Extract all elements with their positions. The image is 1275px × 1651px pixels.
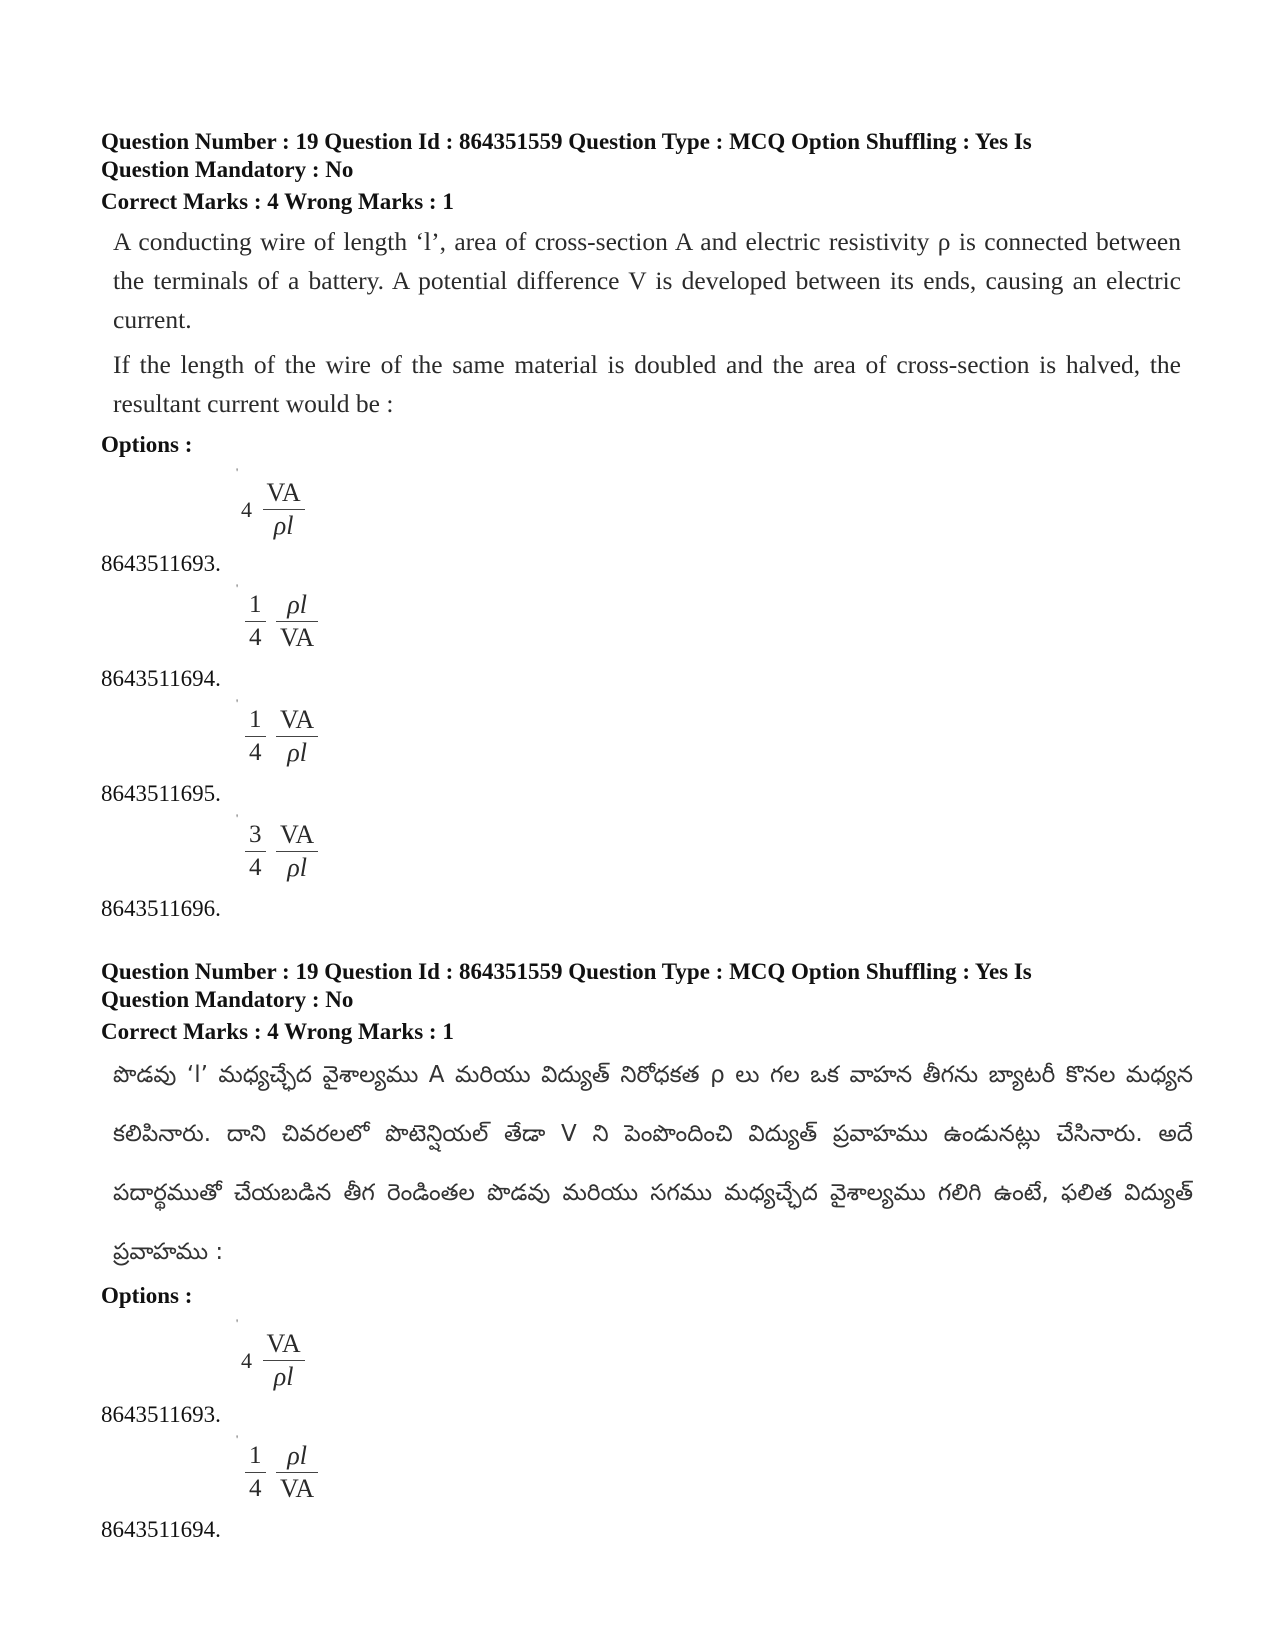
fraction-denominator: VA [280,1474,315,1503]
tick-mark: ' [236,811,239,825]
fraction-numerator: ρl [276,589,318,622]
marks-line: Correct Marks : 4 Wrong Marks : 1 [101,189,454,214]
tick-mark: ' [236,1316,239,1330]
option-id: 8643511696. [101,896,221,921]
fraction-denominator: ρl [287,738,307,767]
formula-coefficient [245,1440,266,1505]
fraction-denominator: VA [280,623,315,652]
option-id: 8643511693. [101,551,221,576]
marks-line: Correct Marks : 4 Wrong Marks : 1 [101,1019,454,1044]
formula-coefficient [245,819,266,884]
formula-coefficient [245,589,266,654]
formula-fraction [263,477,305,542]
fraction-numerator: ρl [276,1440,318,1473]
formula-coefficient: 4 [241,496,252,522]
option-item[interactable] [101,1434,1201,1549]
option-id: 8643511693. [101,1402,221,1427]
fraction-numerator: VA [263,477,305,510]
tick-mark: ' [236,581,239,595]
fraction-denominator: ρl [287,853,307,882]
meta-line-1: Question Number : 19 Question Id : 864351559 Question Type : MCQ Option Shuffling : Yes Is [101,129,1032,154]
tick-mark: ' [236,1432,239,1446]
coefficient-numerator: 1 [245,589,266,622]
options-label: Options : [101,432,193,457]
formula-coefficient [245,704,266,769]
option-formula [241,1328,305,1393]
question-text-telugu: పొడవు ‘l’ మధ్యచ్ఛేద వైశాల్యము A మరియు విద్యుత్ నిరోధకత ρ లు గల ఒక వాహన తీగను బ్యాటరీ కొనల మధ్యన కలిపినారు. దాని చివరలలో పొటెన్షియల్ తేడా V ని పెంపొందించి విద్యుత్ ప్రవాహము ఉండునట్లు చేసినారు. అదే పదార్థముతో చేయబడిన తీగ రెండింతల పొడవు మరియు సగము మధ్యచ్ఛేద వైశాల్యము గలిగి ఉంటే, ఫలిత విద్యుత్ ప్రవాహము : [113,1062,1193,1265]
fraction-denominator: ρl [273,1362,294,1391]
option-item[interactable] [101,698,1201,813]
options-label: Options : [101,1283,193,1308]
option-formula [241,1440,318,1505]
option-formula [241,704,318,769]
coefficient-numerator: 3 [245,819,266,852]
option-id: 8643511694. [101,666,221,691]
option-item[interactable] [101,467,1201,583]
formula-fraction [263,1328,305,1393]
question-meta [101,128,1201,184]
option-item[interactable] [101,813,1201,928]
coefficient-denominator: 4 [249,624,262,651]
coefficient-denominator: 4 [249,1475,262,1502]
question-block-telugu [101,958,1201,1549]
question-text [113,222,1181,423]
question-meta [101,958,1201,1014]
fraction-numerator: VA [276,819,318,852]
meta-line-1: Question Number : 19 Question Id : 864351559 Question Type : MCQ Option Shuffling : Yes Is [101,959,1032,984]
fraction-numerator: VA [276,704,318,737]
coefficient-denominator: 4 [249,739,262,766]
meta-line-2: Question Mandatory : No [101,987,354,1012]
tick-mark: ' [236,696,239,710]
coefficient-numerator: 1 [245,704,266,737]
option-item[interactable] [101,1318,1201,1434]
tick-mark: ' [236,465,239,479]
formula-coefficient: 4 [241,1347,252,1373]
option-id: 8643511695. [101,781,221,806]
formula-fraction [276,704,318,769]
formula-fraction [276,1440,318,1505]
meta-line-2: Question Mandatory : No [101,157,354,182]
fraction-numerator: VA [263,1328,305,1361]
question-paragraph-2: If the length of the wire of the same material is doubled and the area of cross-section is halved, the resultant current would be : [113,350,1181,418]
formula-fraction [276,589,318,654]
coefficient-numerator: 1 [245,1440,266,1473]
question-paragraph-1: A conducting wire of length ‘l’, area of cross-section A and electric resistivity ρ is connected between the terminals of a battery. A potential difference V is developed between its ends, causing an electric current. [113,227,1181,334]
coefficient-denominator: 4 [249,854,262,881]
formula-fraction [276,819,318,884]
question-block-english [101,128,1201,928]
option-formula [241,477,305,542]
fraction-denominator: ρl [273,511,294,540]
option-item[interactable] [101,583,1201,698]
option-formula [241,589,318,654]
option-formula [241,819,318,884]
option-id: 8643511694. [101,1517,221,1542]
